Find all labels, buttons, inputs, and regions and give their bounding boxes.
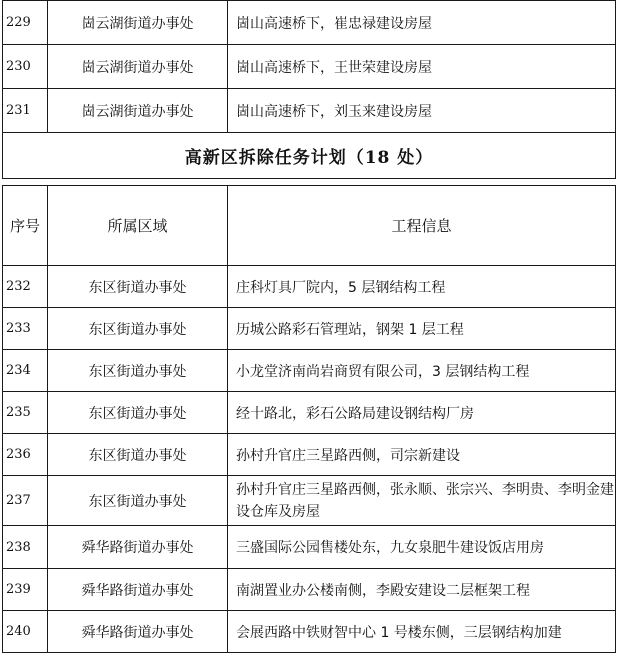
- section-title-row: [3, 133, 616, 179]
- row-info: 历城公路彩石管理站，钢架 1 层工程: [228, 308, 616, 350]
- row-number: 233: [3, 308, 48, 350]
- header-area: 所属区域: [48, 186, 228, 266]
- row-area: 崮云湖街道办事处: [48, 89, 228, 133]
- table-row: [3, 266, 616, 308]
- row-number: 231: [3, 89, 48, 133]
- row-info: 南湖置业办公楼南侧，李殿安建设二层框架工程: [228, 569, 616, 611]
- table-row: [3, 569, 616, 611]
- row-number: 240: [3, 611, 48, 653]
- row-info: 孙村升官庄三星路西侧，司宗新建设: [228, 434, 616, 476]
- row-number: 236: [3, 434, 48, 476]
- table-row: [3, 1, 616, 45]
- row-number: 235: [3, 392, 48, 434]
- table-row: [3, 308, 616, 350]
- row-info: 崮山高速桥下，崔忠禄建设房屋: [228, 1, 616, 45]
- spacer-row: [3, 179, 616, 186]
- section-title: 高新区拆除任务计划（18 处）: [3, 133, 616, 179]
- row-number: 239: [3, 569, 48, 611]
- row-area: 东区街道办事处: [48, 392, 228, 434]
- row-info: 崮山高速桥下，王世荣建设房屋: [228, 45, 616, 89]
- row-area: 东区街道办事处: [48, 476, 228, 526]
- demolition-table: [2, 0, 616, 653]
- row-info: 孙村升官庄三星路西侧，张永顺、张宗兴、李明贵、李明金建设仓库及房屋: [228, 476, 616, 526]
- row-area: 东区街道办事处: [48, 266, 228, 308]
- header-seq: 序号: [3, 186, 48, 266]
- table-row: [3, 526, 616, 569]
- row-number: 238: [3, 526, 48, 569]
- row-info: 小龙堂济南尚岩商贸有限公司，3 层钢结构工程: [228, 350, 616, 392]
- row-area: 崮云湖街道办事处: [48, 1, 228, 45]
- row-number: 230: [3, 45, 48, 89]
- row-info: 会展西路中铁财智中心 1 号楼东侧，三层钢结构加建: [228, 611, 616, 653]
- row-number: 229: [3, 1, 48, 45]
- table-row: [3, 611, 616, 653]
- table-row: [3, 392, 616, 434]
- row-area: 崮云湖街道办事处: [48, 45, 228, 89]
- row-area: 舜华路街道办事处: [48, 611, 228, 653]
- row-info: 庄科灯具厂院内，5 层钢结构工程: [228, 266, 616, 308]
- header-info: 工程信息: [228, 186, 616, 266]
- header-row: [3, 186, 616, 266]
- row-info: 经十路北，彩石公路局建设钢结构厂房: [228, 392, 616, 434]
- row-number: 232: [3, 266, 48, 308]
- spacer: [3, 179, 616, 186]
- table-row: [3, 476, 616, 526]
- row-area: 东区街道办事处: [48, 350, 228, 392]
- row-info: 崮山高速桥下，刘玉来建设房屋: [228, 89, 616, 133]
- row-area: 东区街道办事处: [48, 308, 228, 350]
- row-info: 三盛国际公园售楼处东，九女泉肥牛建设饭店用房: [228, 526, 616, 569]
- row-number: 234: [3, 350, 48, 392]
- row-number: 237: [3, 476, 48, 526]
- row-area: 舜华路街道办事处: [48, 569, 228, 611]
- table-row: [3, 434, 616, 476]
- table-row: [3, 45, 616, 89]
- table-row: [3, 350, 616, 392]
- row-area: 舜华路街道办事处: [48, 526, 228, 569]
- table-row: [3, 89, 616, 133]
- row-area: 东区街道办事处: [48, 434, 228, 476]
